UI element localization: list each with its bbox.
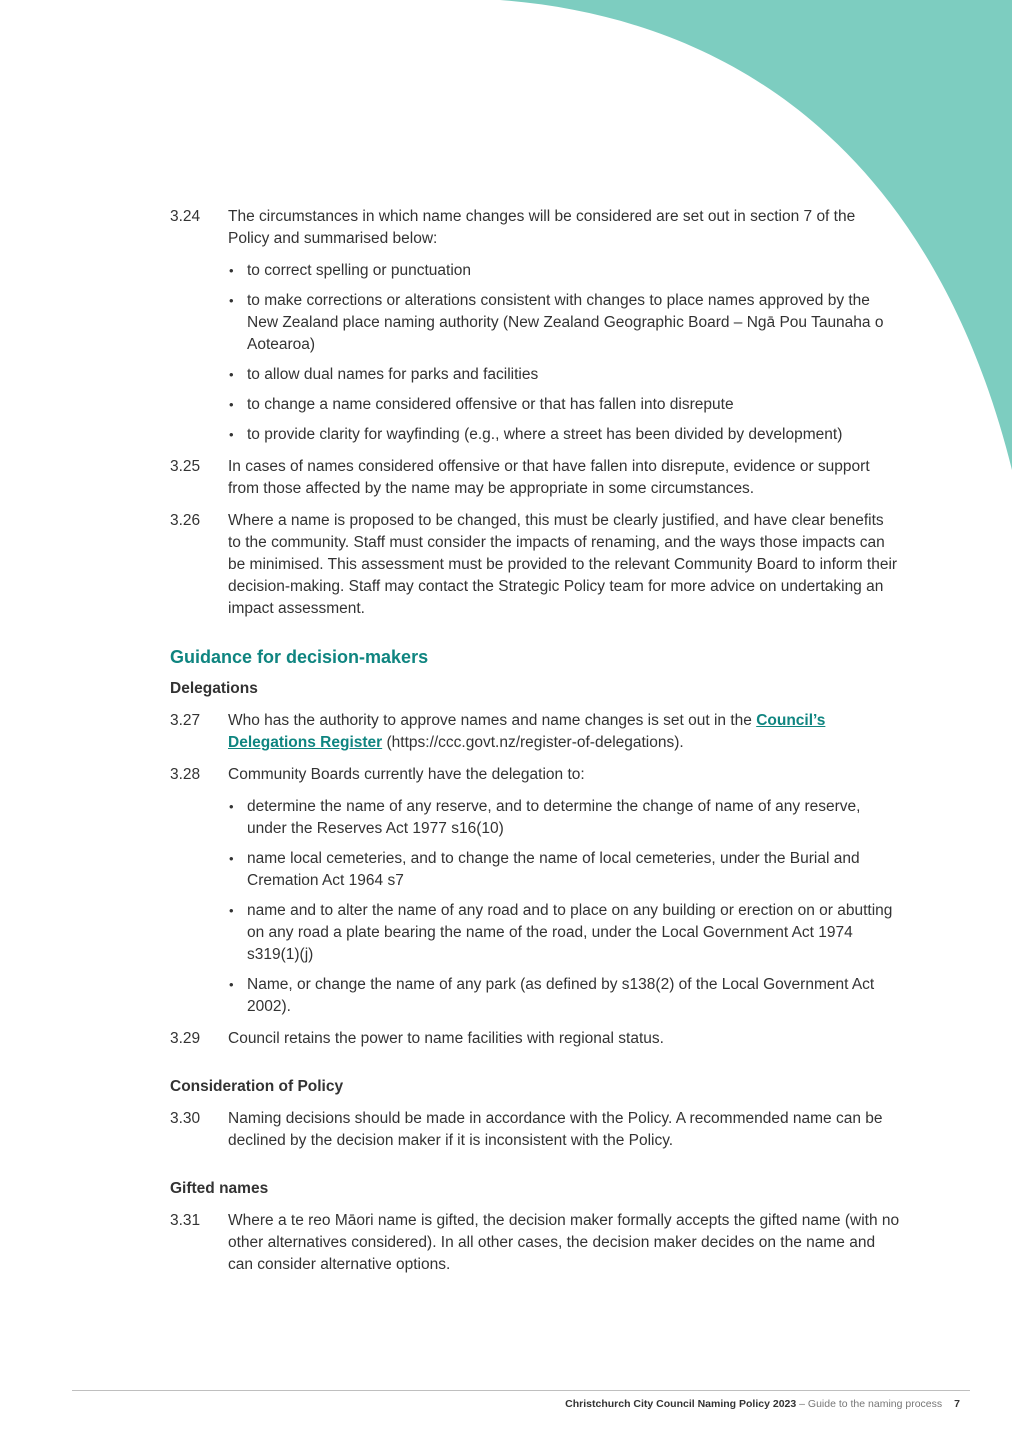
paragraph-number: 3.29: [170, 1030, 201, 1047]
paragraph-3-28: [170, 764, 900, 786]
paragraph-3-31: [170, 1210, 900, 1276]
paragraph-number: 3.24: [170, 208, 201, 225]
paragraph-3-27: [170, 710, 900, 754]
paragraph-number: 3.28: [170, 766, 201, 783]
consideration-heading: Consideration of Policy: [170, 1078, 344, 1095]
delegations-register-link[interactable]: Council’s Delegations Register: [228, 712, 826, 751]
guidance-heading: Guidance for decision-makers: [170, 647, 429, 667]
paragraph-number: 3.30: [170, 1110, 201, 1127]
bullet-list-delegations: [228, 796, 900, 1018]
paragraph-text: [228, 710, 900, 754]
list-item: • to allow dual names for parks and facilities: [228, 364, 900, 386]
paragraph-text: Council retains the power to name facilities with regional status.: [228, 1030, 664, 1047]
paragraph-text: The circumstances in which name changes will be considered are set out in section 7 of the Policy and summarised below:: [228, 208, 856, 247]
paragraph-text: Where a te reo Māori name is gifted, the decision maker formally accepts the gifted name (with no other alternatives considered). In all other cases, the decision maker decides on the name and can consider alternative options.: [228, 1212, 900, 1273]
list-item: • determine the name of any reserve, and to determine the change of name of any reserve, under the Reserves Act 1977 s16(10): [228, 796, 900, 840]
list-item: • name and to alter the name of any road and to place on any building or erection on or abutting on any road a plate bearing the name of the road, under the Local Government Act 1974 s319(1)(j): [228, 900, 900, 966]
page-content: [170, 206, 900, 1286]
paragraph-text: Where a name is proposed to be changed, this must be clearly justified, and have clear benefits to the community. Staff must consider the impacts of renaming, and the ways those impacts can be minimised. This assessment must be provided to the relevant Community Board to inform their decision-making. Staff may contact the Strategic Policy team for more advice on undertaking an impact assessment.: [228, 512, 898, 617]
list-item: • to change a name considered offensive or that has fallen into disrepute: [228, 394, 900, 416]
text-before-link: Who has the authority to approve names and name changes is set out in the: [228, 712, 757, 729]
paragraph-3-25: [170, 456, 900, 500]
footer-document-title: Christchurch City Council Naming Policy 2023: [565, 1398, 797, 1410]
footer-separator: –: [796, 1398, 808, 1410]
paragraph-number: 3.25: [170, 458, 201, 475]
paragraph-text: Community Boards currently have the delegation to:: [228, 766, 585, 783]
list-item: • name local cemeteries, and to change the name of local cemeteries, under the Burial and Cremation Act 1964 s7: [228, 848, 900, 892]
paragraph-3-30: [170, 1108, 900, 1152]
footer-divider: [72, 1390, 970, 1391]
list-item: • Name, or change the name of any park (as defined by s138(2) of the Local Government Act 2002).: [228, 974, 900, 1018]
paragraph-number: 3.26: [170, 512, 201, 529]
page-number: 7: [954, 1398, 960, 1410]
paragraph-3-29: [170, 1028, 900, 1050]
text-after-link: (https://ccc.govt.nz/register-of-delegations).: [382, 734, 684, 751]
footer-subtitle: Guide to the naming process: [807, 1398, 943, 1410]
list-item: • to make corrections or alterations consistent with changes to place names approved by the New Zealand place naming authority (New Zealand Geographic Board – Ngā Pou Taunaha o Aotearoa): [228, 290, 900, 356]
delegations-heading: Delegations: [170, 680, 258, 697]
gifted-names-heading: Gifted names: [170, 1180, 269, 1197]
paragraph-text: In cases of names considered offensive or that have fallen into disrepute, evidence or support from those affected by the name may be appropriate in some circumstances.: [228, 458, 870, 497]
paragraph-3-24: [170, 206, 900, 250]
paragraph-number: 3.27: [170, 712, 201, 729]
bullet-list-name-changes: [228, 260, 900, 446]
paragraph-3-26: [170, 510, 900, 620]
page-footer: [565, 1398, 960, 1410]
paragraph-number: 3.31: [170, 1212, 201, 1229]
list-item: • to provide clarity for wayfinding (e.g., where a street has been divided by development): [228, 424, 900, 446]
paragraph-text: Naming decisions should be made in accordance with the Policy. A recommended name can be declined by the decision maker if it is inconsistent with the Policy.: [228, 1110, 883, 1149]
list-item: • to correct spelling or punctuation: [228, 260, 900, 282]
